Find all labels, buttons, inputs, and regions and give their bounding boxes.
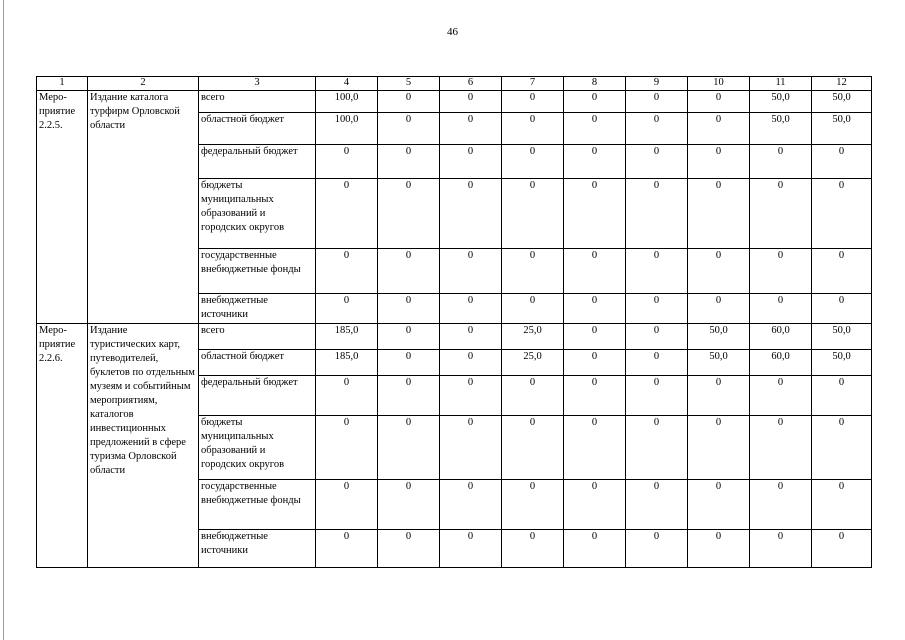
- funding-source-cell: всего: [199, 324, 316, 350]
- amount-cell: 0: [502, 376, 564, 416]
- amount-cell: 0: [378, 294, 440, 324]
- amount-cell: 0: [626, 350, 688, 376]
- amount-cell: 0: [502, 113, 564, 145]
- amount-cell: 0: [626, 145, 688, 179]
- amount-cell: 0: [750, 179, 812, 249]
- column-header: 11: [750, 77, 812, 91]
- amount-cell: 0: [378, 145, 440, 179]
- amount-cell: 0: [316, 530, 378, 568]
- table-row: [37, 91, 872, 113]
- amount-cell: 185,0: [316, 324, 378, 350]
- amount-cell: 0: [812, 249, 872, 294]
- amount-cell: 0: [440, 480, 502, 530]
- column-header: 1: [37, 77, 88, 91]
- funding-source-cell: областной бюджет: [199, 113, 316, 145]
- amount-cell: 100,0: [316, 91, 378, 113]
- amount-cell: 0: [502, 145, 564, 179]
- amount-cell: 0: [316, 294, 378, 324]
- table-header-row: [37, 77, 872, 91]
- amount-cell: 0: [626, 91, 688, 113]
- amount-cell: 0: [750, 145, 812, 179]
- amount-cell: 0: [564, 530, 626, 568]
- amount-cell: 0: [440, 350, 502, 376]
- amount-cell: 0: [564, 91, 626, 113]
- amount-cell: 0: [688, 416, 750, 480]
- amount-cell: 0: [564, 376, 626, 416]
- amount-cell: 0: [626, 416, 688, 480]
- amount-cell: 0: [812, 179, 872, 249]
- page-edge-line: [3, 0, 4, 640]
- amount-cell: 100,0: [316, 113, 378, 145]
- amount-cell: 0: [626, 530, 688, 568]
- amount-cell: 0: [564, 324, 626, 350]
- amount-cell: 0: [378, 324, 440, 350]
- amount-cell: 0: [378, 179, 440, 249]
- measure-title-cell: Издание каталога турфирм Орловской области: [88, 91, 199, 324]
- amount-cell: 0: [626, 480, 688, 530]
- measure-code-cell: Меро-приятие 2.2.5.: [37, 91, 88, 324]
- amount-cell: 50,0: [750, 91, 812, 113]
- amount-cell: 50,0: [688, 324, 750, 350]
- amount-cell: 0: [626, 249, 688, 294]
- amount-cell: 50,0: [812, 91, 872, 113]
- amount-cell: 185,0: [316, 350, 378, 376]
- funding-source-cell: государственные внебюджетные фонды: [199, 480, 316, 530]
- amount-cell: 0: [502, 294, 564, 324]
- amount-cell: 25,0: [502, 324, 564, 350]
- column-header: 12: [812, 77, 872, 91]
- amount-cell: 0: [564, 249, 626, 294]
- amount-cell: 0: [812, 530, 872, 568]
- amount-cell: 0: [440, 376, 502, 416]
- amount-cell: 0: [440, 113, 502, 145]
- amount-cell: 0: [750, 376, 812, 416]
- amount-cell: 0: [750, 294, 812, 324]
- funding-source-cell: бюджеты муниципальных образований и городских округов: [199, 179, 316, 249]
- amount-cell: 0: [688, 179, 750, 249]
- table-body: [37, 77, 872, 568]
- amount-cell: 0: [564, 480, 626, 530]
- amount-cell: 0: [750, 480, 812, 530]
- amount-cell: 0: [378, 416, 440, 480]
- amount-cell: 25,0: [502, 350, 564, 376]
- amount-cell: 0: [316, 416, 378, 480]
- amount-cell: 0: [688, 113, 750, 145]
- column-header: 5: [378, 77, 440, 91]
- funding-source-cell: государственные внебюджетные фонды: [199, 249, 316, 294]
- amount-cell: 0: [564, 294, 626, 324]
- amount-cell: 0: [626, 113, 688, 145]
- amount-cell: 0: [750, 416, 812, 480]
- amount-cell: 50,0: [750, 113, 812, 145]
- amount-cell: 0: [688, 480, 750, 530]
- amount-cell: 0: [440, 145, 502, 179]
- amount-cell: 0: [626, 179, 688, 249]
- amount-cell: 0: [688, 249, 750, 294]
- amount-cell: 50,0: [812, 350, 872, 376]
- amount-cell: 0: [440, 91, 502, 113]
- column-header: 3: [199, 77, 316, 91]
- amount-cell: 60,0: [750, 324, 812, 350]
- page-number: 46: [447, 26, 458, 38]
- amount-cell: 0: [440, 324, 502, 350]
- amount-cell: 0: [378, 376, 440, 416]
- amount-cell: 0: [316, 480, 378, 530]
- amount-cell: 0: [440, 530, 502, 568]
- table-row: [37, 324, 872, 350]
- amount-cell: 0: [688, 530, 750, 568]
- amount-cell: 0: [688, 91, 750, 113]
- funding-source-cell: всего: [199, 91, 316, 113]
- amount-cell: 0: [688, 376, 750, 416]
- amount-cell: 0: [564, 179, 626, 249]
- amount-cell: 0: [440, 416, 502, 480]
- amount-cell: 0: [378, 113, 440, 145]
- funding-source-cell: внебюджетные источники: [199, 530, 316, 568]
- amount-cell: 0: [688, 294, 750, 324]
- amount-cell: 50,0: [812, 324, 872, 350]
- amount-cell: 0: [812, 480, 872, 530]
- amount-cell: 0: [564, 113, 626, 145]
- amount-cell: 0: [626, 324, 688, 350]
- column-header: 10: [688, 77, 750, 91]
- amount-cell: 0: [378, 91, 440, 113]
- amount-cell: 0: [316, 376, 378, 416]
- amount-cell: 0: [502, 249, 564, 294]
- measure-title-cell: Издание туристических карт, путеводителей, буклетов по отдельным музеям и событийным мероприятиям, каталогов инвестиционных предложений в сфере туризма Орловской области: [88, 324, 199, 568]
- amount-cell: 0: [502, 480, 564, 530]
- amount-cell: 0: [378, 350, 440, 376]
- amount-cell: 0: [378, 249, 440, 294]
- amount-cell: 60,0: [750, 350, 812, 376]
- amount-cell: 0: [316, 179, 378, 249]
- amount-cell: 0: [626, 376, 688, 416]
- amount-cell: 0: [316, 249, 378, 294]
- column-header: 4: [316, 77, 378, 91]
- amount-cell: 0: [502, 91, 564, 113]
- column-header: 7: [502, 77, 564, 91]
- amount-cell: 0: [564, 350, 626, 376]
- amount-cell: 50,0: [812, 113, 872, 145]
- amount-cell: 0: [564, 145, 626, 179]
- amount-cell: 0: [378, 530, 440, 568]
- budget-table: [36, 76, 872, 568]
- amount-cell: 0: [502, 530, 564, 568]
- amount-cell: 0: [440, 179, 502, 249]
- amount-cell: 50,0: [688, 350, 750, 376]
- amount-cell: 0: [440, 294, 502, 324]
- column-header: 9: [626, 77, 688, 91]
- funding-source-cell: областной бюджет: [199, 350, 316, 376]
- amount-cell: 0: [750, 530, 812, 568]
- amount-cell: 0: [750, 249, 812, 294]
- amount-cell: 0: [626, 294, 688, 324]
- measure-code-cell: Меро-приятие 2.2.6.: [37, 324, 88, 568]
- funding-source-cell: внебюджетные источники: [199, 294, 316, 324]
- amount-cell: 0: [502, 416, 564, 480]
- amount-cell: 0: [316, 145, 378, 179]
- column-header: 8: [564, 77, 626, 91]
- amount-cell: 0: [564, 416, 626, 480]
- amount-cell: 0: [812, 376, 872, 416]
- funding-source-cell: федеральный бюджет: [199, 376, 316, 416]
- amount-cell: 0: [440, 249, 502, 294]
- column-header: 2: [88, 77, 199, 91]
- amount-cell: 0: [502, 179, 564, 249]
- amount-cell: 0: [378, 480, 440, 530]
- funding-source-cell: бюджеты муниципальных образований и городских округов: [199, 416, 316, 480]
- amount-cell: 0: [812, 294, 872, 324]
- amount-cell: 0: [812, 145, 872, 179]
- funding-source-cell: федеральный бюджет: [199, 145, 316, 179]
- amount-cell: 0: [688, 145, 750, 179]
- amount-cell: 0: [812, 416, 872, 480]
- column-header: 6: [440, 77, 502, 91]
